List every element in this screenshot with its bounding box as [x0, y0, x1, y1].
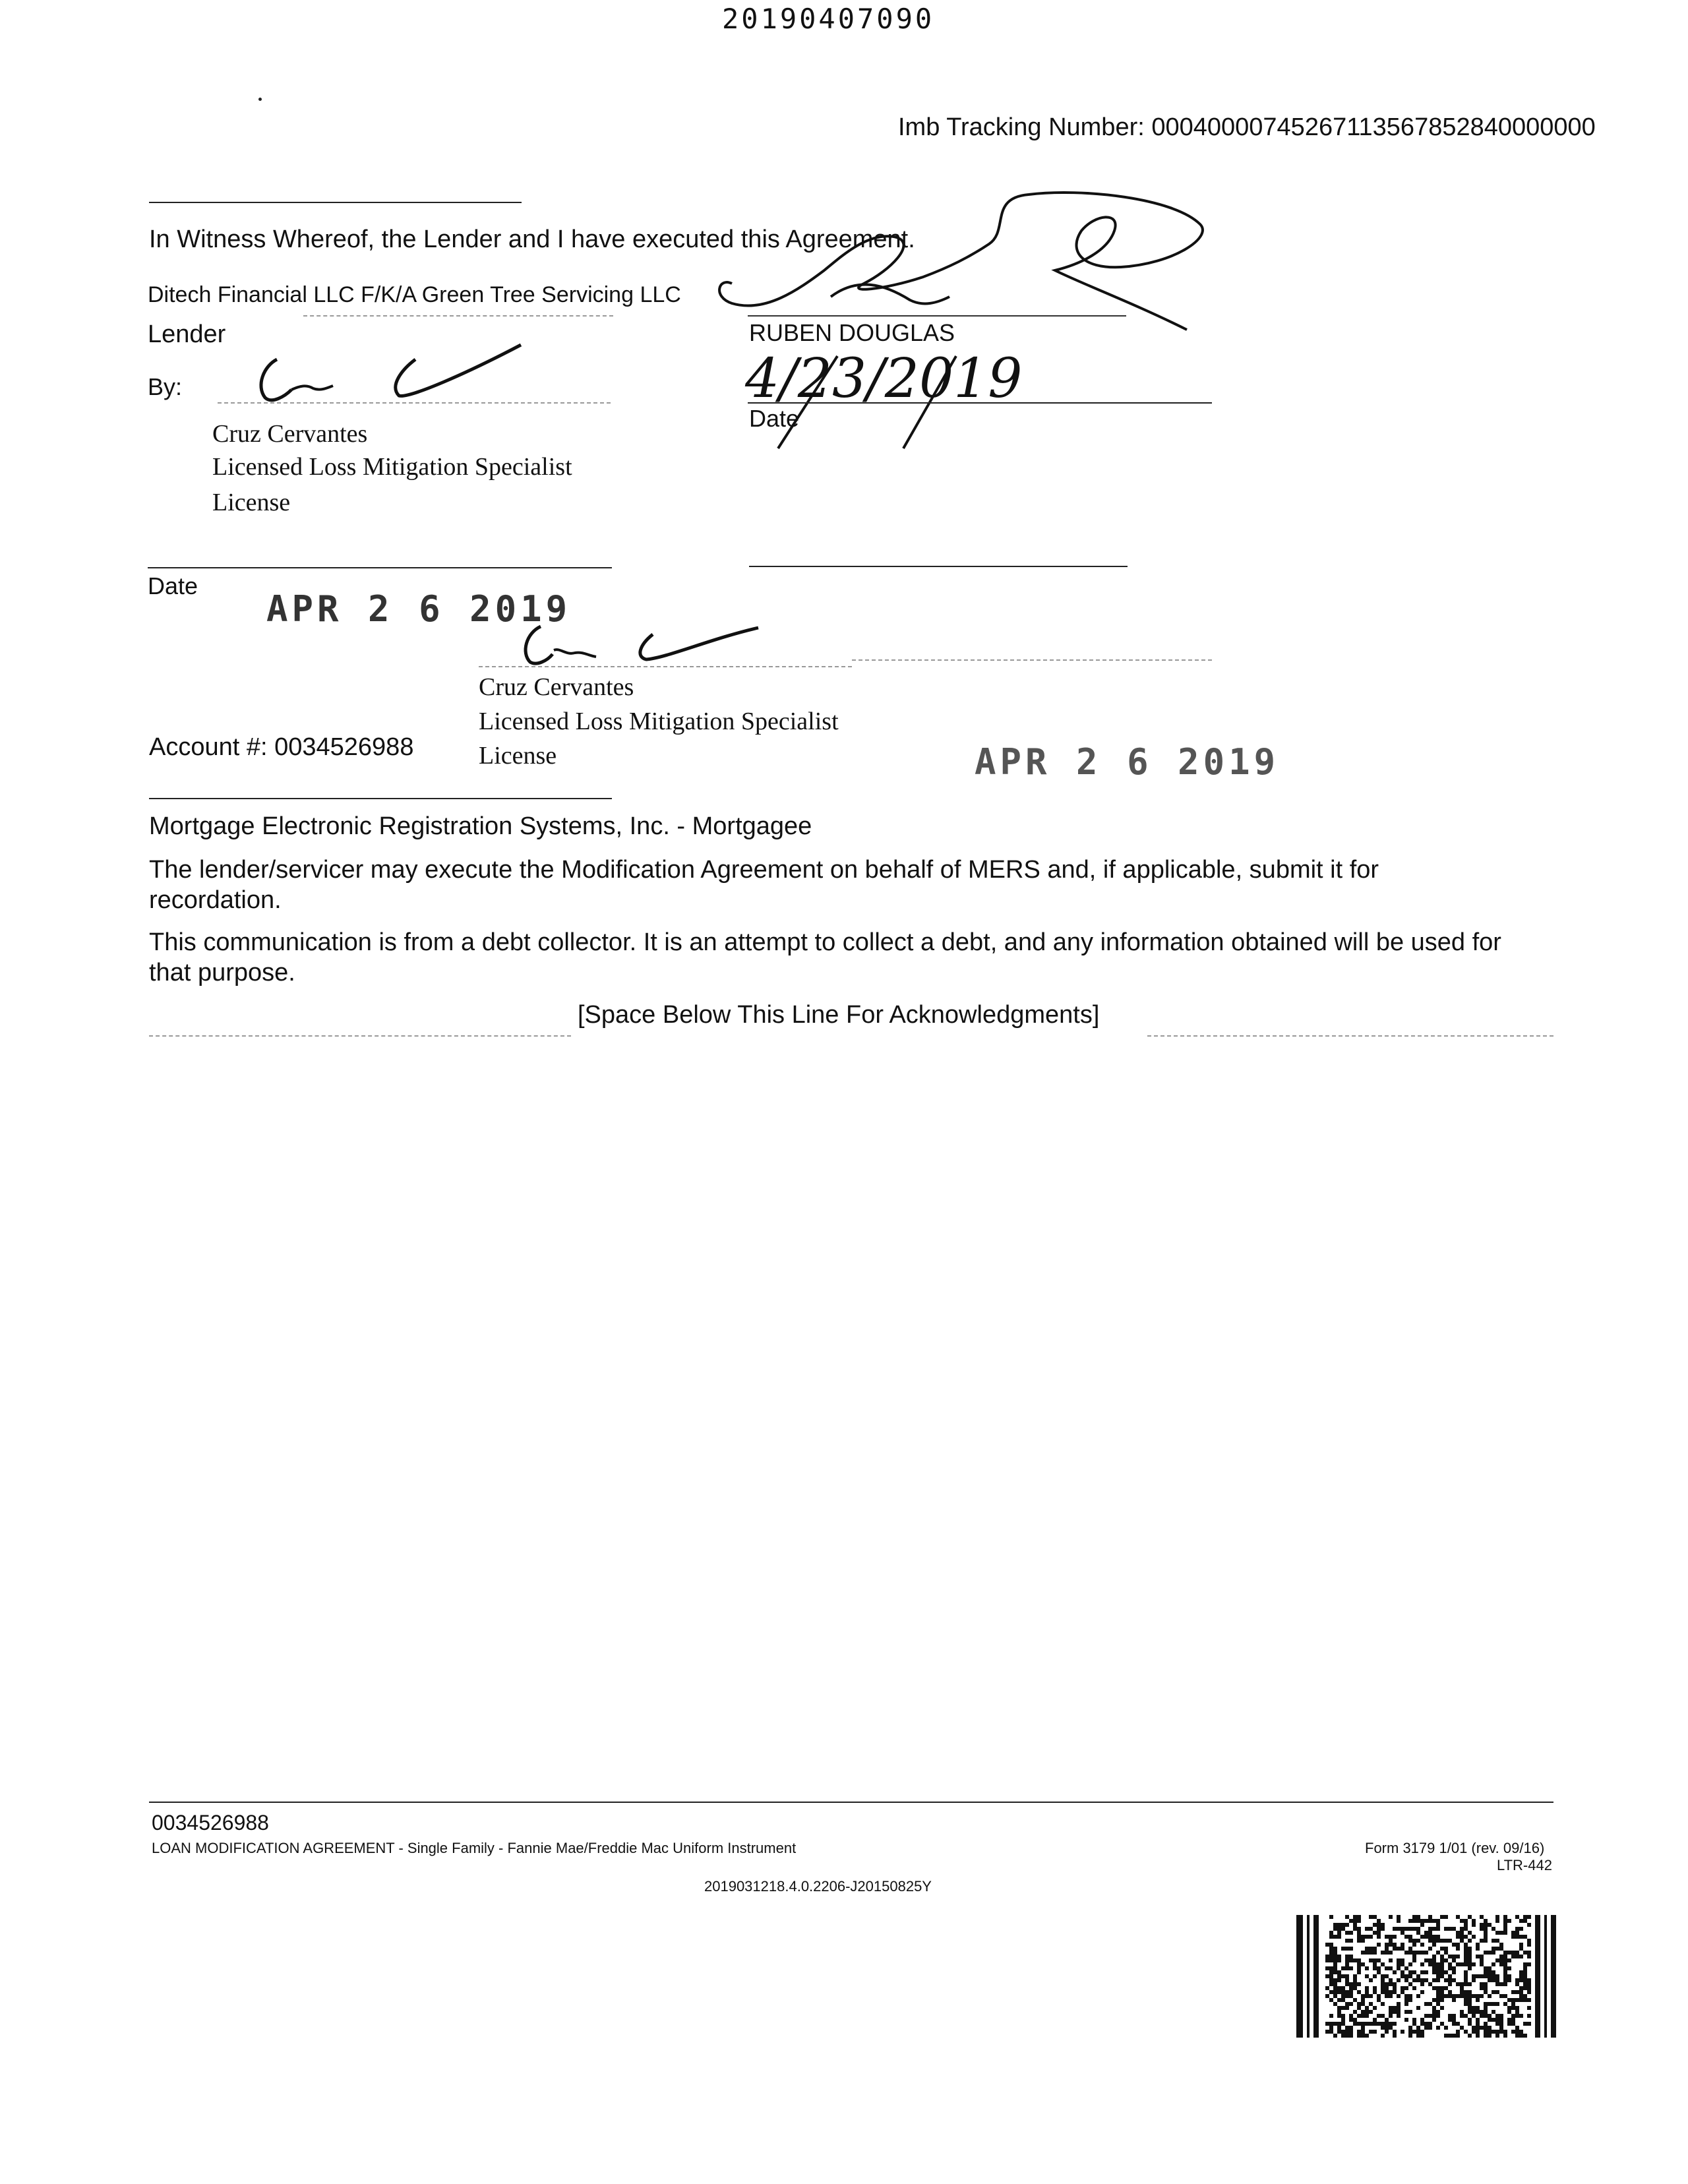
top-rule [149, 202, 522, 203]
document-number: 20190407090 [722, 3, 935, 35]
account-number: Account #: 0034526988 [149, 733, 414, 761]
borrower-date-handwritten [738, 336, 1134, 455]
mers-signer-name: Cruz Cervantes [479, 673, 634, 701]
lender-signature-1 [251, 333, 528, 406]
mers-signature-line [479, 666, 852, 667]
lender-name-underline [303, 315, 613, 317]
signer-title: Licensed Loss Mitigation Specialist [212, 453, 572, 481]
debt-notice-line2: that purpose. [149, 959, 295, 986]
mers-signature-line-right [852, 659, 1212, 661]
mers-signer-title: Licensed Loss Mitigation Specialist [479, 708, 839, 735]
acknowledgment-line-right [1147, 1035, 1553, 1037]
borrower-date-text: 4/23/2019 [745, 348, 1023, 410]
lender-name: Ditech Financial LLC F/K/A Green Tree Servicing LLC [148, 282, 681, 307]
mers-note-line1: The lender/servicer may execute the Modification Agreement on behalf of MERS and, if applicable, submit it for [149, 856, 1379, 884]
borrower-date-label: Date [749, 405, 800, 432]
debt-notice-line1: This communication is from a debt collector. It is an attempt to collect a debt, and any information obtained will be used for [149, 928, 1501, 956]
borrower-signature-line [748, 315, 1126, 317]
mers-note-line2: recordation. [149, 886, 282, 914]
footer-account: 0034526988 [152, 1811, 269, 1835]
date-label: Date [148, 572, 198, 599]
borrower-extra-line [749, 566, 1128, 567]
footer-rule [149, 1802, 1553, 1803]
acknowledgment-line-left [149, 1035, 571, 1037]
witness-statement: In Witness Whereof, the Lender and I have executed this Agreement. [149, 226, 915, 253]
mers-signature [514, 619, 765, 671]
footer-form-number: Form 3179 1/01 (rev. 09/16) [1365, 1840, 1545, 1856]
date-stamp-1: APR 2 6 2019 [266, 588, 572, 630]
date-stamp-2: APR 2 6 2019 [975, 741, 1280, 783]
mers-rule [149, 798, 612, 799]
borrower-date-line [748, 402, 1212, 404]
by-label: By: [148, 373, 183, 400]
tracking-number: Imb Tracking Number: 00040000745267113567852840000000 [898, 113, 1596, 141]
footer-ltr: LTR-442 [1497, 1857, 1552, 1873]
mers-signer-license: License [479, 742, 557, 770]
speck [258, 98, 262, 101]
borrower-name: RUBEN DOUGLAS [749, 319, 955, 346]
footer-form-title: LOAN MODIFICATION AGREEMENT - Single Family - Fannie Mae/Freddie Mac Uniform Instrument [152, 1840, 797, 1856]
lender-label: Lender [148, 320, 226, 348]
lender-date-line [148, 567, 612, 568]
barcode-icon [1296, 1915, 1556, 2038]
footer-code: 2019031218.4.0.2206-J20150825Y [704, 1878, 932, 1895]
signer-name: Cruz Cervantes [212, 420, 368, 448]
mortgagee-label: Mortgage Electronic Registration Systems, Inc. - Mortgagee [149, 812, 812, 840]
acknowledgment-divider-text: [Space Below This Line For Acknowledgments] [578, 1001, 1100, 1029]
signer-license: License [212, 489, 291, 516]
